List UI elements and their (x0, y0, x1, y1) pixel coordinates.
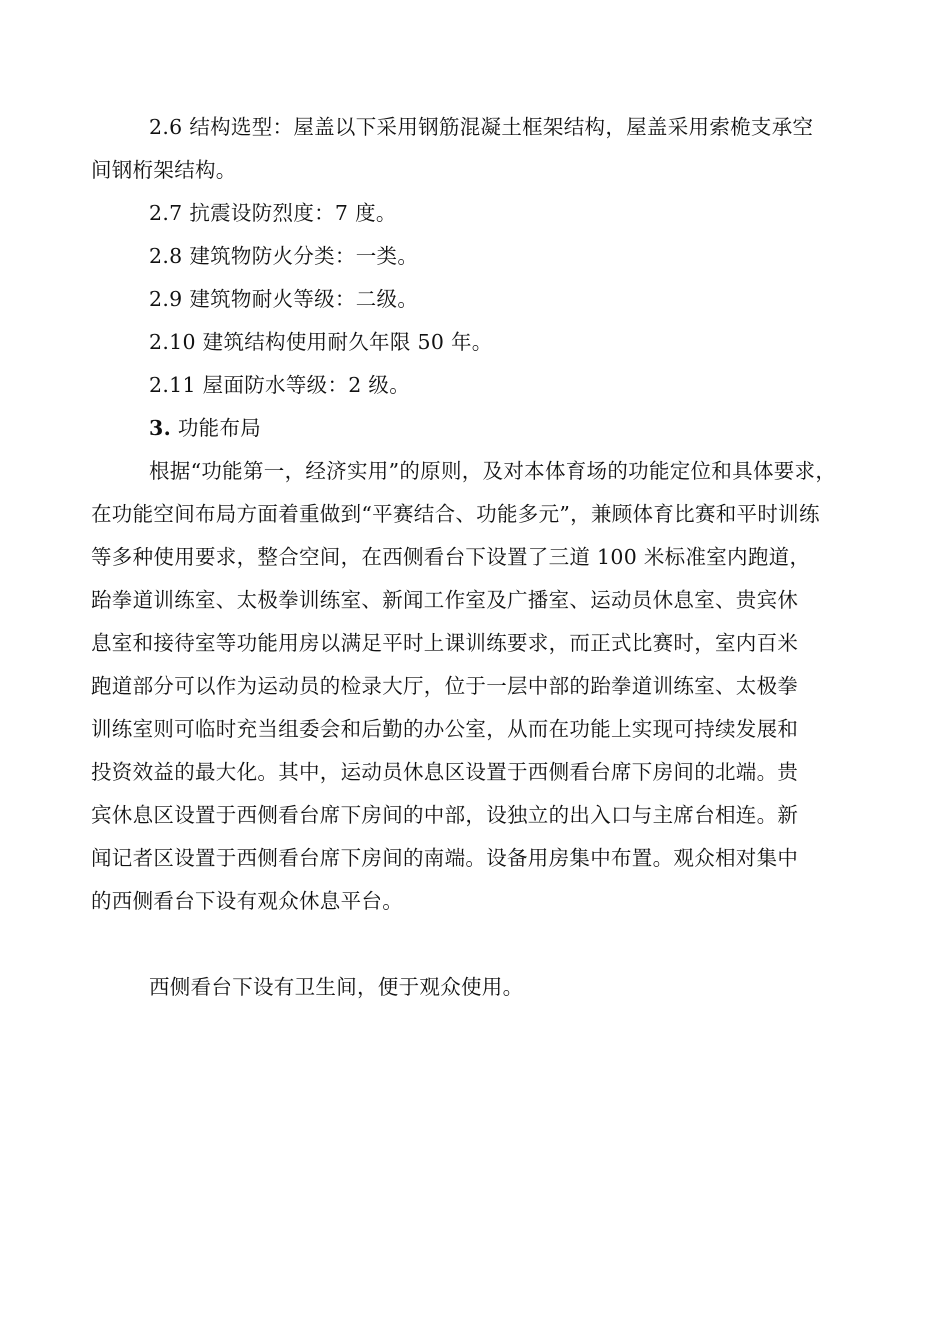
item-2-11: 2.11 屋面防水等级：2 级。 (149, 373, 411, 397)
paragraph-line-11: 的西侧看台下设有观众休息平台。 (91, 889, 403, 913)
paragraph-line-9: 宾休息区设置于西侧看台席下房间的中部，设独立的出入口与主席台相连。新 (91, 803, 799, 827)
item-2-8: 2.8 建筑物防火分类：一类。 (149, 244, 419, 268)
section-number: 3. (149, 416, 172, 440)
item-2-6-line2: 间钢桁架结构。 (91, 158, 237, 182)
paragraph-line-10: 闻记者区设置于西侧看台席下房间的南端。设备用房集中布置。观众相对集中 (91, 846, 799, 870)
paragraph-line-6: 跑道部分可以作为运动员的检录大厅，位于一层中部的跆拳道训练室、太极拳 (91, 674, 799, 698)
paragraph-line-4: 跆拳道训练室、太极拳训练室、新闻工作室及广播室、运动员休息室、贵宾休 (91, 588, 799, 612)
item-2-10: 2.10 建筑结构使用耐久年限 50 年。 (149, 330, 493, 354)
section-title: 功能布局 (177, 416, 262, 440)
item-2-7: 2.7 抗震设防烈度：7 度。 (149, 201, 397, 225)
item-2-6-line1: 2.6 结构选型：屋盖以下采用钢筋混凝土框架结构，屋盖采用索桅支承空 (149, 115, 814, 139)
closing-line: 西侧看台下设有卫生间，便于观众使用。 (149, 975, 524, 999)
paragraph-line-7: 训练室则可临时充当组委会和后勤的办公室，从而在功能上实现可持续发展和 (91, 717, 799, 741)
paragraph-line-1: 根据“功能第一，经济实用”的原则，及对本体育场的功能定位和具体要求， (149, 459, 837, 483)
paragraph-line-5: 息室和接待室等功能用房以满足平时上课训练要求，而正式比赛时，室内百米 (91, 631, 799, 655)
paragraph-line-2: 在功能空间布局方面着重做到“平赛结合、功能多元”，兼顾体育比赛和平时训练 (91, 502, 820, 526)
paragraph-line-8: 投资效益的最大化。其中，运动员休息区设置于西侧看台席下房间的北端。贵 (91, 760, 799, 784)
section-heading (149, 413, 261, 443)
paragraph-line-3: 等多种使用要求，整合空间，在西侧看台下设置了三道 100 米标准室内跑道， (91, 545, 811, 569)
item-2-9: 2.9 建筑物耐火等级：二级。 (149, 287, 419, 311)
